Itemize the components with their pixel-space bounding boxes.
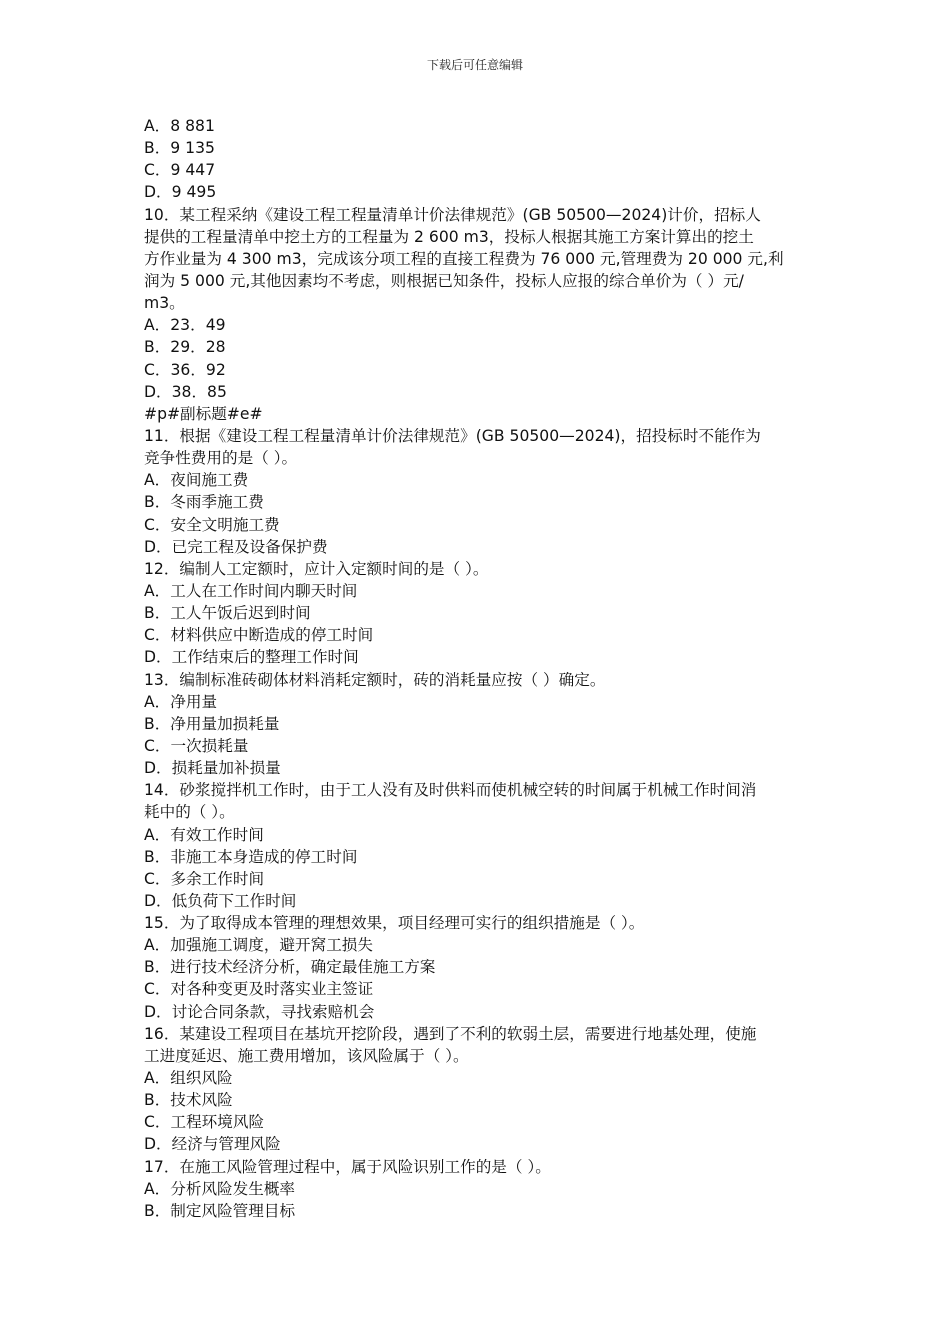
text-line: B．非施工本身造成的停工时间 <box>144 847 358 866</box>
text-line: 12．编制人工定额时，应计入定额时间的是（ ）。 <box>144 559 489 578</box>
text-line: 工进度延迟、施工费用增加，该风险属于（ ）。 <box>144 1046 469 1065</box>
text-line: 14．砂浆搅拌机工作时，由于工人没有及时供料而使机械空转的时间属于机械工作时间消 <box>144 781 757 800</box>
text-line: B．制定风险管理目标 <box>144 1201 296 1220</box>
text-line: B．29．28 <box>144 338 226 357</box>
text-line: D．38．85 <box>144 382 227 401</box>
text-line: C．材料供应中断造成的停工时间 <box>144 626 374 645</box>
text-line: B．工人午饭后迟到时间 <box>144 604 311 623</box>
text-line: C．36．92 <box>144 360 226 379</box>
text-line: A．加强施工调度，避开窝工损失 <box>144 936 373 955</box>
text-line: 13．编制标准砖砌体材料消耗定额时，砖的消耗量应按（ ）确定。 <box>144 670 606 689</box>
text-line: 润为 5 000 元,其他因素均不考虑，则根据已知条件，投标人应报的综合单价为（ ）元/ <box>144 271 744 290</box>
text-line: 竞争性费用的是（ ）。 <box>144 449 298 468</box>
text-line: B．冬雨季施工费 <box>144 493 264 512</box>
text-line: C．多余工作时间 <box>144 869 265 888</box>
text-line: 提供的工程量清单中挖土方的工程量为 2 600 m3，投标人根据其施工方案计算出的挖土 <box>144 227 754 246</box>
text-line: A．工人在工作时间内聊天时间 <box>144 581 358 600</box>
text-line: 耗中的（ ）。 <box>144 803 235 822</box>
document-body <box>144 115 806 1222</box>
text-line: B．进行技术经济分析，确定最佳施工方案 <box>144 958 436 977</box>
text-line: D．损耗量加补损量 <box>144 759 281 778</box>
text-line: 10．某工程采纳《建设工程工程量清单计价法律规范》(GB 50500—2024)计价，招标人 <box>144 205 761 224</box>
text-line: A．23．49 <box>144 316 226 335</box>
text-line: D．工作结束后的整理工作时间 <box>144 648 359 667</box>
text-line: A．有效工作时间 <box>144 825 264 844</box>
text-line: C．对各种变更及时落实业主签证 <box>144 980 374 999</box>
text-line: D．经济与管理风险 <box>144 1135 281 1154</box>
text-line: 16．某建设工程项目在基坑开挖阶段，遇到了不利的软弱土层，需要进行地基处理，使施 <box>144 1024 757 1043</box>
text-line: 方作业量为 4 300 m3，完成该分项工程的直接工程费为 76 000 元,管理费为 20 000 元,利 <box>144 249 784 268</box>
text-line: m3。 <box>144 294 185 313</box>
text-line: D．讨论合同条款，寻找索赔机会 <box>144 1002 375 1021</box>
text-line: 17．在施工风险管理过程中，属于风险识别工作的是（ ）。 <box>144 1157 551 1176</box>
text-line: #p#副标题#e# <box>144 404 263 423</box>
text-line: B．技术风险 <box>144 1091 233 1110</box>
text-line: A．净用量 <box>144 692 218 711</box>
text-line: B．9 135 <box>144 139 215 158</box>
text-line: 11．根据《建设工程工程量清单计价法律规范》(GB 50500—2024)，招投标时不能作为 <box>144 426 761 445</box>
text-line: C．工程环境风险 <box>144 1113 265 1132</box>
text-line: B．净用量加损耗量 <box>144 714 280 733</box>
page-header-note: 下载后可任意编辑 <box>426 58 523 72</box>
text-line: D．9 495 <box>144 183 217 202</box>
text-line: 15．为了取得成本管理的理想效果，项目经理可实行的组织措施是（ ）。 <box>144 914 645 933</box>
text-line: A．8 881 <box>144 117 215 135</box>
text-line: D．已完工程及设备保护费 <box>144 537 328 556</box>
text-line: C．一次损耗量 <box>144 736 249 755</box>
text-line: A．分析风险发生概率 <box>144 1179 296 1198</box>
text-line: A．夜间施工费 <box>144 471 249 490</box>
text-line: C．安全文明施工费 <box>144 515 280 534</box>
text-line: A．组织风险 <box>144 1069 233 1088</box>
text-line: C．9 447 <box>144 161 216 180</box>
text-line: D．低负荷下工作时间 <box>144 891 297 910</box>
